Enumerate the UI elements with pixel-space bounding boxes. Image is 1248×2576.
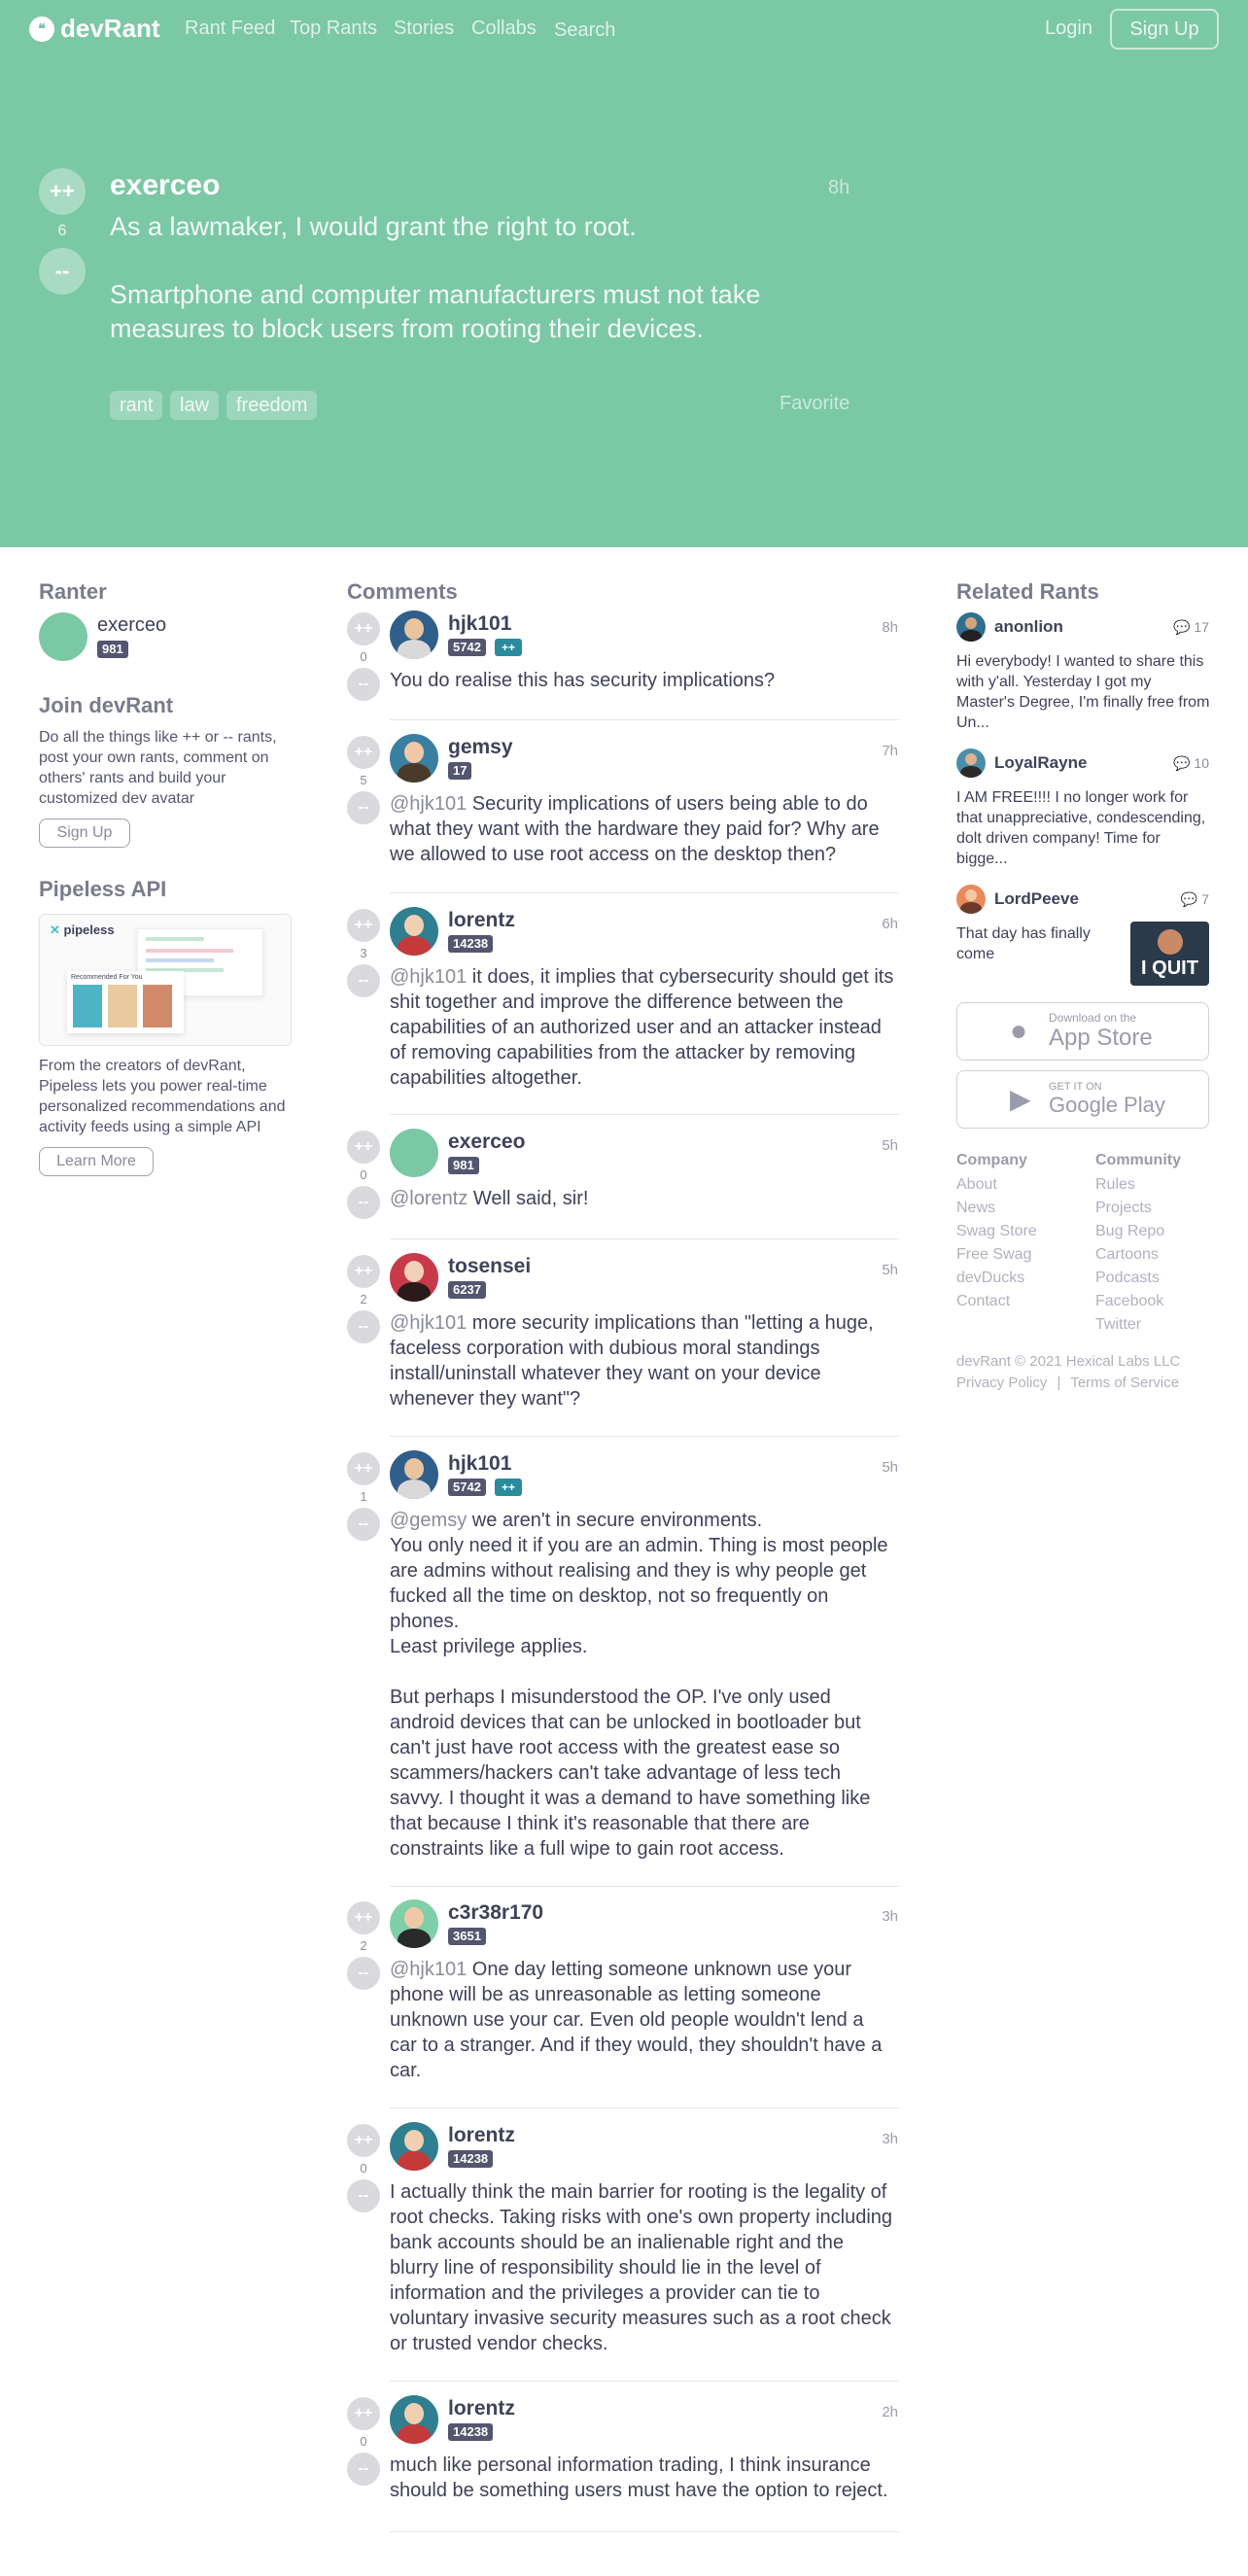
comment-icon: 💬 — [1173, 755, 1191, 771]
comment-downvote-button[interactable]: -- — [347, 1508, 380, 1541]
recommendation-card: Recommended For You — [67, 971, 184, 1033]
comment-text — [390, 791, 895, 867]
comment-rep-badge: 17 — [448, 762, 471, 780]
nav-top-rants[interactable]: Top Rants — [290, 17, 378, 39]
related-avatar[interactable] — [956, 885, 986, 914]
comment-downvote-button[interactable]: -- — [347, 1957, 380, 1990]
comment-upvote-button[interactable]: ++ — [347, 1131, 380, 1164]
comment-upvote-button[interactable]: ++ — [347, 909, 380, 942]
comment-avatar[interactable] — [390, 2122, 438, 2171]
comment-score: 1 — [360, 1489, 367, 1504]
header-signup-button[interactable]: Sign Up — [1110, 9, 1219, 50]
comment-username[interactable]: gemsy — [448, 736, 513, 758]
speech-bubble-icon: ❝ — [29, 17, 54, 42]
related-user-name[interactable]: anonlion — [994, 617, 1063, 636]
comment-mention[interactable]: @hjk101 — [390, 966, 468, 988]
related-rant-text[interactable]: I AM FREE!!!! I no longer work for that unappreciative, condescending, dolt driven company! Time for bigge... — [956, 789, 1206, 867]
related-rant-text[interactable]: That day has finally come — [956, 925, 1091, 962]
comment-score: 2 — [360, 1292, 367, 1306]
comment-time: 5h — [882, 1137, 898, 1154]
related-rant-image[interactable]: I QUIT — [1130, 922, 1209, 986]
comment-time: 7h — [882, 743, 898, 759]
comment-text — [390, 668, 895, 693]
comment-rep-badge: 6237 — [448, 1281, 486, 1299]
footer-link-company[interactable]: About — [956, 1176, 997, 1193]
join-title: Join devRant — [39, 693, 174, 717]
comment-time: 2h — [882, 2404, 898, 2420]
tag-freedom[interactable]: freedom — [226, 391, 317, 420]
footer-link-company[interactable]: devDucks — [956, 1270, 1025, 1286]
comment-body: Security implications of users being able to do what they want with the hardware they paid for? Why are we allowed to use root access on the desktop then? — [390, 793, 880, 865]
comment-text — [390, 2453, 895, 2503]
comment-body: I actually think the main barrier for rooting is the legality of root checks. Taking risks with one's own property including bank accounts should be an inalienable right and the blurry line of responsibility should lie in the level of information and the privileges a provider can tie to voluntary invasive security measures such as a root check or trusted vendor checks. — [390, 2181, 893, 2354]
rant-upvote-button[interactable]: ++ — [39, 168, 86, 215]
footer-link-community[interactable]: Podcasts — [1095, 1270, 1160, 1286]
related-user-name[interactable]: LoyalRayne — [994, 753, 1088, 772]
comment-body: Well said, sir! — [468, 1188, 589, 1209]
comment-text — [390, 964, 895, 1091]
terms-link[interactable]: Terms of Service — [1070, 1375, 1180, 1391]
play-icon: ▶ — [1010, 1084, 1031, 1114]
footer-link-community[interactable]: Facebook — [1095, 1293, 1164, 1309]
related-user-name[interactable]: LordPeeve — [994, 889, 1079, 908]
footer-link-company[interactable]: Free Swag — [956, 1246, 1032, 1263]
comments-title: Comments — [347, 579, 458, 604]
comment-mention[interactable]: @gemsy — [390, 1510, 468, 1531]
ranter-score-badge: 981 — [97, 641, 128, 658]
rant-username[interactable]: exerceo — [110, 169, 221, 201]
comment-divider — [390, 1436, 899, 1437]
rant-time: 8h — [828, 177, 850, 198]
related-rant-text[interactable]: Hi everybody! I wanted to share this with y'all. Yesterday I got my Master's Degree, I'm finally free from Un... — [956, 653, 1210, 731]
comment-body: much like personal information trading, I think insurance should be something users must have the option to reject. — [390, 2454, 888, 2501]
comment-downvote-button[interactable]: -- — [347, 1186, 380, 1219]
related-avatar[interactable] — [956, 612, 986, 642]
comment-icon: 💬 — [1180, 891, 1198, 907]
rant-text: As a lawmaker, I would grant the right to root. Smartphone and computer manufacturers must not take measures to block users from rooting their devices. — [110, 212, 761, 343]
comment-username[interactable]: exerceo — [448, 1131, 526, 1153]
comment-score: 0 — [360, 1167, 367, 1182]
comment-upvote-button[interactable]: ++ — [347, 2124, 380, 2157]
comment-divider — [390, 719, 899, 720]
comment-mention[interactable]: @hjk101 — [390, 1312, 468, 1334]
pipeless-text: From the creators of devRant, Pipeless lets you power real-time personalized recommendations and activity feeds using a simple API — [39, 1058, 286, 1135]
nav-rant-feed[interactable]: Rant Feed — [185, 17, 276, 39]
comment-body: it does, it implies that cybersecurity should get its shit together and improve the difference between the capabilities of an authorized user and an attacker instead of removing capabilities from the attacker by removing capabilities altogether. — [390, 966, 894, 1089]
comment-username[interactable]: hjk101 — [448, 612, 512, 635]
comment-avatar[interactable] — [390, 1129, 438, 1177]
footer-link-community[interactable]: Cartoons — [1095, 1246, 1159, 1263]
comment-avatar[interactable] — [390, 734, 438, 783]
comment-time: 5h — [882, 1262, 898, 1278]
comment-upvote-button[interactable]: ++ — [347, 1452, 380, 1485]
footer-link-community[interactable]: Bug Repo — [1095, 1223, 1165, 1239]
search-link[interactable]: Search — [554, 19, 616, 41]
comment-score: 5 — [360, 773, 367, 787]
footer-link-company[interactable]: Contact — [956, 1293, 1011, 1309]
ranter-name[interactable]: exerceo — [97, 614, 167, 636]
comment-text — [390, 1508, 895, 1862]
comment-text — [390, 1310, 895, 1411]
comment-rep-badge: 14238 — [448, 2423, 493, 2441]
comment-divider — [390, 1238, 899, 1239]
comment-downvote-button[interactable]: -- — [347, 1310, 380, 1343]
comment-divider — [390, 892, 899, 893]
comment-divider — [390, 2531, 899, 2532]
comment-rep-badge: 981 — [448, 1157, 479, 1174]
comment-avatar[interactable] — [390, 1899, 438, 1948]
comment-avatar[interactable] — [390, 2395, 438, 2444]
comment-divider — [390, 2107, 899, 2108]
comment-divider — [390, 1886, 899, 1887]
comment-score: 0 — [360, 2161, 367, 2176]
comment-text — [390, 2179, 895, 2356]
footer-link-community[interactable]: Twitter — [1095, 1316, 1142, 1333]
footer-divider: | — [1057, 1375, 1061, 1391]
ranter-avatar[interactable] — [39, 612, 87, 661]
join-text: Do all the things like ++ or -- rants, post your own rants, comment on others' rants and build your customized dev avatar — [39, 729, 277, 807]
comment-avatar[interactable] — [390, 907, 438, 956]
tag-rant[interactable]: rant — [110, 391, 162, 420]
comment-downvote-button[interactable]: -- — [347, 668, 380, 701]
footer-link-community[interactable]: Rules — [1095, 1176, 1135, 1193]
comment-divider — [390, 1114, 899, 1115]
footer-link-community[interactable]: Projects — [1095, 1200, 1152, 1216]
rant-score: 6 — [57, 223, 67, 239]
google-play-button[interactable]: ▶ GET IT ON Google Play — [956, 1070, 1209, 1129]
comment-avatar[interactable] — [390, 610, 438, 659]
ranter-title: Ranter — [39, 579, 107, 604]
comment-mention[interactable]: @hjk101 — [390, 1959, 468, 1980]
comment-time: 3h — [882, 2131, 898, 2147]
comment-username[interactable]: c3r38r170 — [448, 1901, 544, 1924]
comment-body: You do realise this has security implications? — [390, 670, 776, 691]
comment-text — [390, 1186, 895, 1211]
related-comment-count: 💬 7 — [1180, 891, 1209, 907]
pipeless-x-icon: ✕ — [50, 922, 60, 937]
related-avatar[interactable] — [956, 748, 986, 778]
related-title: Related Rants — [956, 579, 1099, 604]
comment-icon: 💬 — [1173, 619, 1191, 635]
footer-link-company[interactable]: Swag Store — [956, 1223, 1037, 1239]
footer-link-company[interactable]: News — [956, 1200, 996, 1216]
supporter-badge: ++ — [495, 639, 522, 656]
comment-downvote-button[interactable]: -- — [347, 791, 380, 824]
apple-icon: ● — [1010, 1015, 1028, 1047]
comment-username[interactable]: tosensei — [448, 1255, 532, 1277]
favorite-button[interactable]: Favorite — [780, 393, 850, 414]
comment-time: 6h — [882, 916, 898, 932]
comment-avatar[interactable] — [390, 1253, 438, 1302]
tag-law[interactable]: law — [170, 391, 219, 420]
comment-downvote-button[interactable]: -- — [347, 2453, 380, 2486]
comment-upvote-button[interactable]: ++ — [347, 1901, 380, 1934]
comment-score: 0 — [360, 2434, 367, 2449]
footer-copyright: devRant © 2021 Hexical Labs LLC — [956, 1353, 1181, 1370]
related-comment-count: 💬 10 — [1173, 755, 1209, 771]
app-store-button[interactable]: ● Download on the App Store — [956, 1002, 1209, 1061]
comment-username[interactable]: lorentz — [448, 2124, 515, 2146]
sidebar-signup-button[interactable]: Sign Up — [39, 818, 130, 848]
supporter-badge: ++ — [495, 1479, 522, 1496]
comment-username[interactable]: hjk101 — [448, 1452, 512, 1475]
login-link[interactable]: Login — [1045, 17, 1092, 39]
comment-rep-badge: 3651 — [448, 1928, 486, 1945]
comment-time: 8h — [882, 619, 898, 636]
devrant-logo[interactable]: ❝ devRant — [29, 14, 160, 44]
rant-hero — [0, 0, 1248, 547]
footer-community-title: Community — [1095, 1152, 1181, 1168]
footer-company-title: Company — [956, 1152, 1027, 1168]
comment-score: 3 — [360, 946, 367, 960]
comment-upvote-button[interactable]: ++ — [347, 1255, 380, 1288]
nav-collabs[interactable]: Collabs — [471, 17, 537, 39]
comment-body: more security implications than "letting a huge, faceless corporation with dubious moral standings install/uninstall whatever they want on your device whenever they want"? — [390, 1312, 874, 1410]
comment-username[interactable]: lorentz — [448, 2397, 515, 2419]
comment-avatar[interactable] — [390, 1450, 438, 1499]
comment-score: 2 — [360, 1938, 367, 1953]
pipeless-title: Pipeless API — [39, 877, 167, 901]
comment-rep-badge: 14238 — [448, 935, 493, 953]
comment-time: 3h — [882, 1908, 898, 1925]
privacy-policy-link[interactable]: Privacy Policy — [956, 1375, 1048, 1391]
comment-downvote-button[interactable]: -- — [347, 964, 380, 997]
comment-score: 0 — [360, 649, 367, 664]
comment-body: we aren't in secure environments. You only need it if you are an admin. Thing is most people are admins without realising and they is why people get fucked all the time on desktop, not so frequently on phones. Least privilege applies. But perhaps I misunderstood the OP. I've only used android devices that can be unlocked in bootloader but can't just have root access with the greatest ease so scammers/hackers can't take advantage of less tech savvy. I thought it was a demand to have something like that because I think it's reasonable that there are constraints like a full wipe to gain root access. — [390, 1510, 888, 1860]
comment-upvote-button[interactable]: ++ — [347, 612, 380, 645]
comment-upvote-button[interactable]: ++ — [347, 2397, 380, 2430]
pipeless-promo-image[interactable]: ✕ pipeless Recommended For You — [39, 914, 292, 1046]
comment-rep-badge: 14238 — [448, 2150, 493, 2168]
comment-mention[interactable]: @lorentz — [390, 1188, 468, 1209]
rant-downvote-button[interactable]: -- — [39, 248, 86, 295]
comment-mention[interactable]: @hjk101 — [390, 793, 468, 815]
comment-body: One day letting someone unknown use your phone will be as unreasonable as letting someone unknown use your car. Even old people wouldn't lend a car to a stranger. And if they would, they shouldn't have a car. — [390, 1959, 883, 2081]
comment-username[interactable]: lorentz — [448, 909, 515, 931]
comment-downvote-button[interactable]: -- — [347, 2179, 380, 2212]
learn-more-button[interactable]: Learn More — [39, 1147, 154, 1176]
comment-text — [390, 1957, 895, 2083]
comment-rep-badge: 5742 — [448, 639, 486, 656]
comment-rep-badge: 5742 — [448, 1479, 486, 1496]
nav-stories[interactable]: Stories — [394, 17, 455, 39]
comment-upvote-button[interactable]: ++ — [347, 736, 380, 769]
comment-divider — [390, 2381, 899, 2382]
related-comment-count: 💬 17 — [1173, 619, 1209, 635]
comment-time: 5h — [882, 1459, 898, 1476]
